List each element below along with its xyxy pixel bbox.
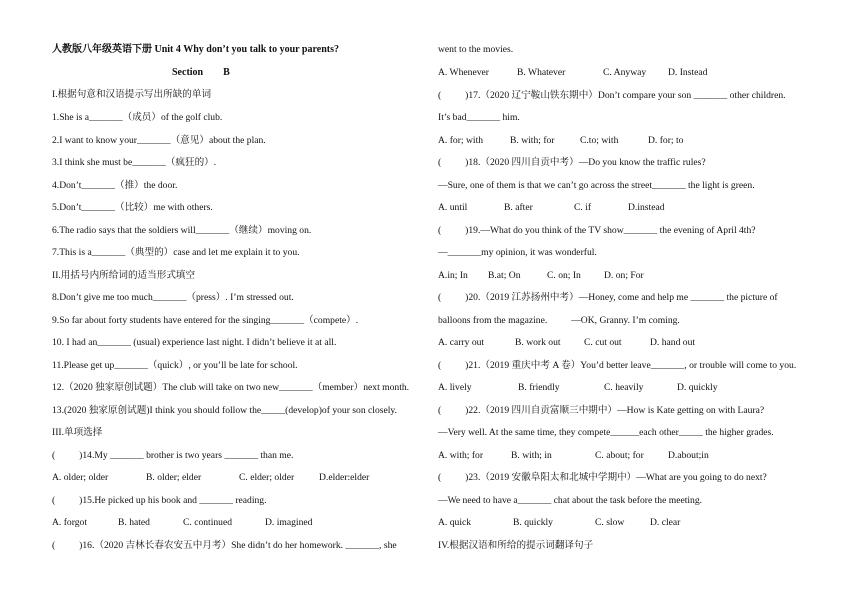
option-c: C. Anyway — [603, 67, 647, 78]
question-19: ( )19.—What do you think of the TV show_______ the evening of April 4th? — [438, 225, 756, 236]
question-20: ( )20.（2019 江苏扬州中考）—Honey, come and help me _______ the picture of — [438, 292, 778, 303]
option-d: D. for; to — [648, 135, 684, 146]
question-7: 7.This is a_______（典型的）case and let me explain it to you. — [52, 247, 300, 258]
option-b: B. older; elder — [146, 472, 202, 483]
question-4: 4.Don’t_______（推）the door. — [52, 180, 178, 191]
option-a: A. forgot — [52, 517, 87, 528]
question-16: ( )16.（2020 吉林长春农安五中月考）She didn’t do her homework. _______, she — [52, 540, 397, 551]
question-18-options — [438, 202, 665, 214]
option-b: B. friendly — [518, 382, 560, 393]
question-14: ( )14.My _______ brother is two years _______ than me. — [52, 450, 294, 461]
question-19-options — [438, 270, 644, 282]
question-14-options — [52, 472, 369, 484]
question-11: 11.Please get up_______（quick）, or you’ll be late for school. — [52, 360, 298, 371]
option-a: A. with; for — [438, 450, 484, 461]
question-23: ( )23.（2019 安徽阜阳太和北城中学期中）—What are you going to do next? — [438, 472, 767, 483]
question-8: 8.Don’t give me too much_______（press）. I’m stressed out. — [52, 292, 294, 303]
option-b: B. Whatever — [517, 67, 566, 78]
question-17: ( )17.（2020 辽宁鞍山铁东期中）Don’t compare your son _______ other children. — [438, 90, 786, 101]
option-b: B. work out — [515, 337, 561, 348]
option-a: A. lively — [438, 382, 472, 393]
question-19-continued: —_______my opinion, it was wonderful. — [438, 247, 597, 258]
option-c: C. if — [574, 202, 592, 213]
question-6: 6.The radio says that the soldiers will_______（继续）moving on. — [52, 225, 312, 236]
option-c: C.to; with — [580, 135, 619, 146]
option-c: C. slow — [595, 517, 625, 528]
option-d: D. clear — [650, 517, 681, 528]
question-23-continued: —We need to have a_______ chat about the task before the meeting. — [438, 495, 703, 506]
question-10: 10. I had an_______ (usual) experience last night. I didn’t believe it at all. — [52, 337, 337, 348]
question-18: ( )18.（2020 四川自贡中考）—Do you know the traffic rules? — [438, 157, 706, 168]
question-17-options — [438, 135, 683, 147]
worksheet-title: 人教版八年级英语下册 Unit 4 Why don’t you talk to your parents? — [52, 44, 339, 55]
option-c: C. about; for — [595, 450, 644, 461]
option-b: B.at; On — [488, 270, 521, 281]
question-18-continued: —Sure, one of them is that we can’t go across the street_______ the light is green. — [438, 180, 755, 191]
option-d: D. on; For — [604, 270, 644, 281]
part3-heading: III.单项选择 — [52, 427, 103, 438]
option-b: B. quickly — [513, 517, 553, 528]
option-a: A. for; with — [438, 135, 484, 146]
question-21-options — [438, 382, 718, 394]
option-a: A. until — [438, 202, 468, 213]
question-16-options — [438, 67, 707, 79]
question-5: 5.Don’t_______（比较）me with others. — [52, 202, 213, 213]
question-22-continued: —Very well. At the same time, they compete______each other_____ the higher grades. — [438, 427, 774, 438]
question-23-options — [438, 517, 680, 529]
question-22: ( )22.（2019 四川自贡富顺三中期中）—How is Kate getting on with Laura? — [438, 405, 765, 416]
question-20-continued: balloons from the magazine. —OK, Granny. I’m coming. — [438, 315, 680, 326]
option-b: B. after — [504, 202, 533, 213]
option-a: A. carry out — [438, 337, 485, 348]
question-21: ( )21.（2019 重庆中考 A 卷）You’d better leave_______, or trouble will come to you. — [438, 360, 797, 371]
question-22-options — [438, 450, 709, 462]
question-12: 12.（2020 独家原创试题）The club will take on two new_______（member）next month. — [52, 382, 410, 393]
question-9: 9.So far about forty students have entered for the singing_______（compete）. — [52, 315, 359, 326]
question-2: 2.I want to know your_______（意见）about the plan. — [52, 135, 266, 146]
question-3: 3.I think she must be_______（疯狂的）. — [52, 157, 217, 168]
option-a: A. older; older — [52, 472, 109, 483]
option-a: A. quick — [438, 517, 472, 528]
section-label: Section B — [172, 67, 230, 78]
question-1: 1.She is a_______（成员）of the golf club. — [52, 112, 223, 123]
option-c: C. continued — [183, 517, 233, 528]
option-c: C. elder; older — [239, 472, 295, 483]
option-c: C. on; In — [547, 270, 581, 281]
question-16-continued: went to the movies. — [438, 44, 514, 55]
part2-heading: II.用括号内所给词的适当形式填空 — [52, 270, 196, 281]
option-b: B. with; for — [510, 135, 555, 146]
option-d: D.about;in — [668, 450, 709, 461]
option-d: D.elder:elder — [319, 472, 370, 483]
option-d: D. quickly — [677, 382, 718, 393]
part4-heading: IV.根据汉语和所给的提示词翻译句子 — [438, 540, 594, 551]
option-b: B. with; in — [511, 450, 552, 461]
question-15: ( )15.He picked up his book and _______ reading. — [52, 495, 267, 506]
option-d: D. imagined — [265, 517, 313, 528]
option-d: D. hand out — [650, 337, 696, 348]
question-20-options — [438, 337, 695, 349]
option-c: C. cut out — [584, 337, 622, 348]
option-b: B. hated — [118, 517, 150, 528]
option-c: C. heavily — [604, 382, 644, 393]
option-d: D. Instead — [668, 67, 708, 78]
part1-heading: I.根据句意和汉语提示写出所缺的单词 — [52, 89, 212, 100]
option-a: A. Whenever — [438, 67, 489, 78]
option-a: A.in; In — [438, 270, 468, 281]
question-15-options — [52, 517, 312, 529]
question-13: 13.(2020 独家原创试题)I think you should follow the_____(develop)of your son closely. — [52, 405, 397, 416]
option-d: D.instead — [628, 202, 665, 213]
question-17-continued: It’s bad_______ him. — [438, 112, 520, 123]
